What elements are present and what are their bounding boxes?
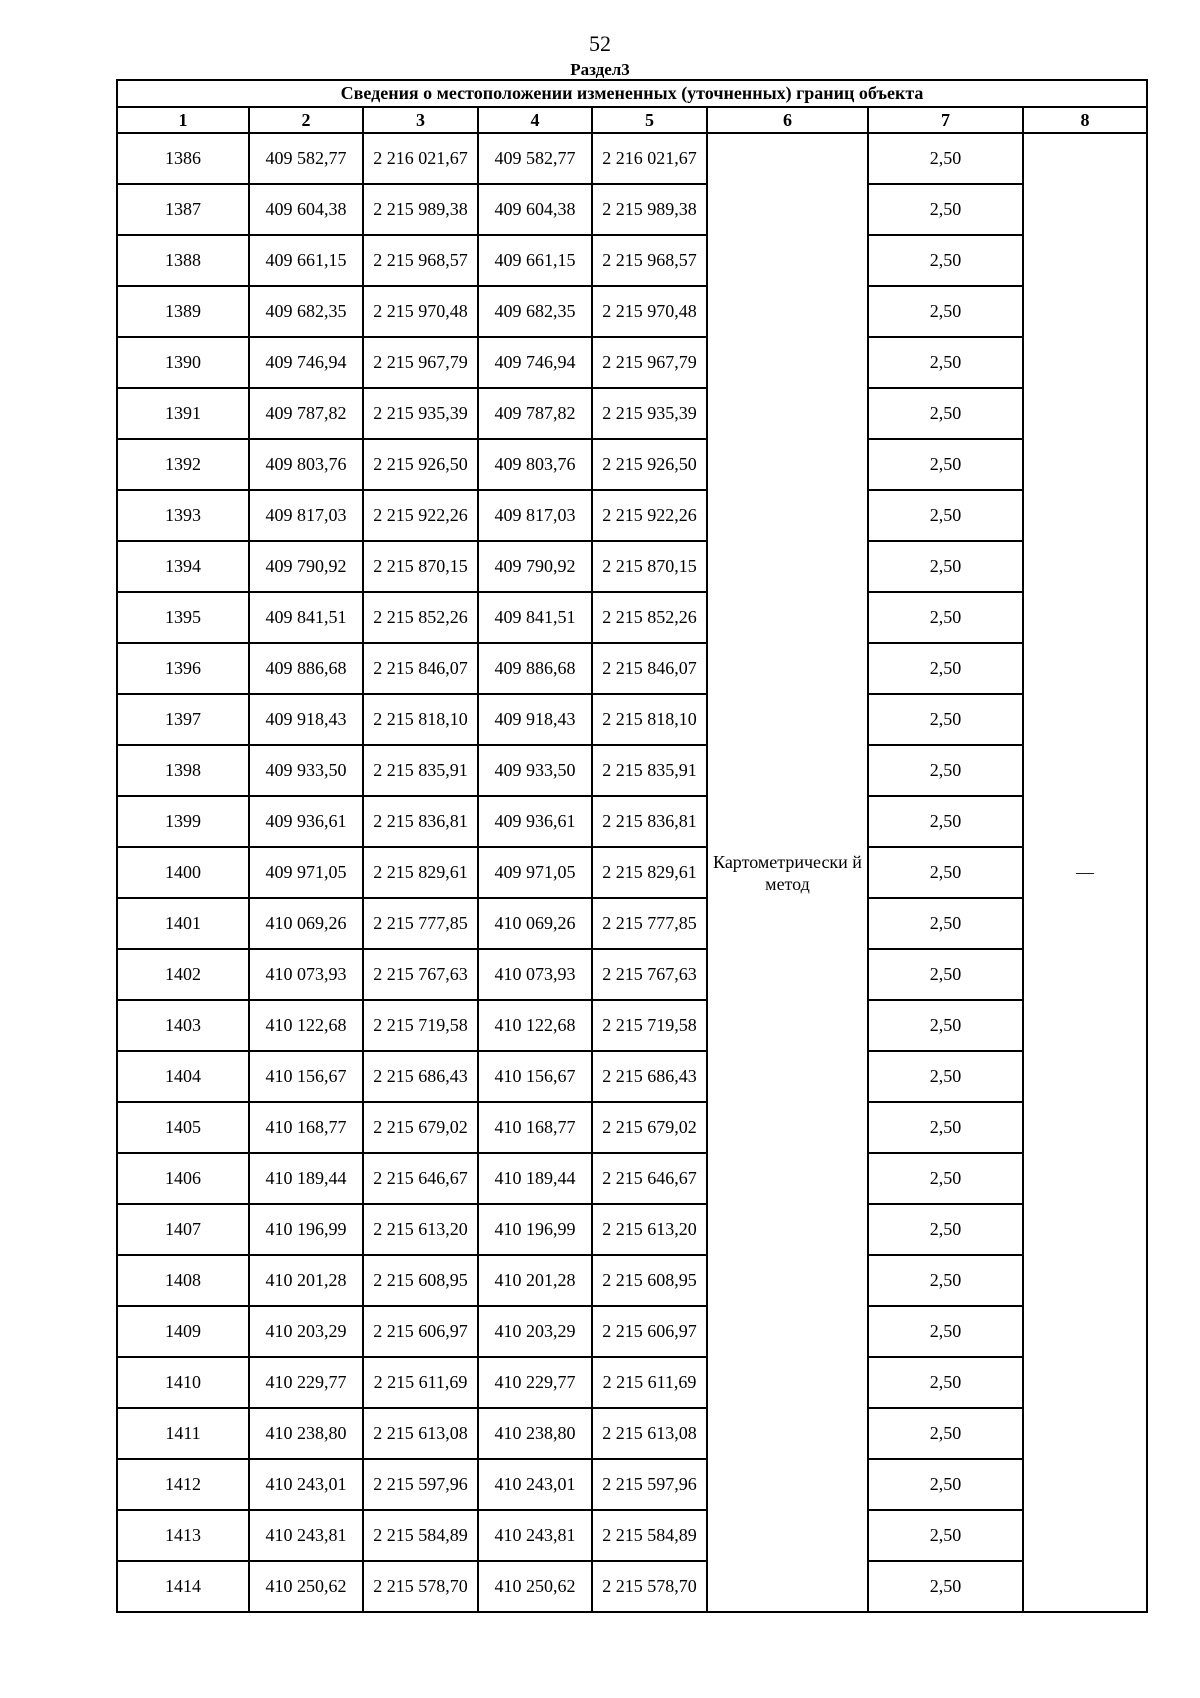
y-new-cell: 2 215 606,97 [592, 1306, 707, 1357]
point-number-cell: 1396 [117, 643, 249, 694]
point-number-cell: 1411 [117, 1408, 249, 1459]
point-number-cell: 1390 [117, 337, 249, 388]
accuracy-cell: 2,50 [868, 286, 1023, 337]
x-new-cell: 409 787,82 [478, 388, 592, 439]
column-8-cell: — [1023, 133, 1147, 1612]
x-old-cell: 409 817,03 [249, 490, 363, 541]
x-old-cell: 410 196,99 [249, 1204, 363, 1255]
point-number-cell: 1407 [117, 1204, 249, 1255]
x-old-cell: 409 841,51 [249, 592, 363, 643]
x-new-cell: 410 201,28 [478, 1255, 592, 1306]
y-old-cell: 2 216 021,67 [363, 133, 478, 184]
x-new-cell: 410 122,68 [478, 1000, 592, 1051]
x-new-cell: 409 746,94 [478, 337, 592, 388]
y-old-cell: 2 215 767,63 [363, 949, 478, 1000]
y-old-cell: 2 215 646,67 [363, 1153, 478, 1204]
accuracy-cell: 2,50 [868, 1051, 1023, 1102]
table-row [117, 1306, 1147, 1357]
point-number-cell: 1400 [117, 847, 249, 898]
y-old-cell: 2 215 922,26 [363, 490, 478, 541]
y-old-cell: 2 215 608,95 [363, 1255, 478, 1306]
x-old-cell: 409 787,82 [249, 388, 363, 439]
accuracy-cell: 2,50 [868, 1408, 1023, 1459]
y-old-cell: 2 215 611,69 [363, 1357, 478, 1408]
x-new-cell: 410 189,44 [478, 1153, 592, 1204]
point-number-cell: 1408 [117, 1255, 249, 1306]
table-row [117, 1561, 1147, 1612]
table-row [117, 1510, 1147, 1561]
table-row [117, 1102, 1147, 1153]
x-new-cell: 410 156,67 [478, 1051, 592, 1102]
table-row [117, 745, 1147, 796]
x-new-cell: 409 817,03 [478, 490, 592, 541]
y-old-cell: 2 215 578,70 [363, 1561, 478, 1612]
x-new-cell: 410 069,26 [478, 898, 592, 949]
x-old-cell: 410 203,29 [249, 1306, 363, 1357]
x-old-cell: 410 156,67 [249, 1051, 363, 1102]
point-number-cell: 1401 [117, 898, 249, 949]
point-number-cell: 1409 [117, 1306, 249, 1357]
table-row [117, 388, 1147, 439]
x-new-cell: 409 841,51 [478, 592, 592, 643]
column-header-row [117, 107, 1147, 133]
point-number-cell: 1410 [117, 1357, 249, 1408]
table-row [117, 337, 1147, 388]
table-row [117, 1459, 1147, 1510]
point-number-cell: 1393 [117, 490, 249, 541]
page-number: 52 [589, 31, 611, 56]
accuracy-cell: 2,50 [868, 1153, 1023, 1204]
point-number-cell: 1397 [117, 694, 249, 745]
point-number-cell: 1386 [117, 133, 249, 184]
x-new-cell: 409 582,77 [478, 133, 592, 184]
accuracy-cell: 2,50 [868, 541, 1023, 592]
column-header: 6 [707, 107, 868, 133]
y-old-cell: 2 215 989,38 [363, 184, 478, 235]
point-number-cell: 1388 [117, 235, 249, 286]
table-title: Сведения о местоположении измененных (уточненных) границ объекта [117, 80, 1147, 107]
method-cell: Картометрически й метод [707, 133, 868, 1612]
x-new-cell: 409 682,35 [478, 286, 592, 337]
x-old-cell: 409 604,38 [249, 184, 363, 235]
x-old-cell: 410 229,77 [249, 1357, 363, 1408]
y-old-cell: 2 215 613,08 [363, 1408, 478, 1459]
x-new-cell: 410 196,99 [478, 1204, 592, 1255]
accuracy-cell: 2,50 [868, 1510, 1023, 1561]
point-number-cell: 1394 [117, 541, 249, 592]
y-new-cell: 2 215 967,79 [592, 337, 707, 388]
y-old-cell: 2 215 818,10 [363, 694, 478, 745]
x-new-cell: 410 243,81 [478, 1510, 592, 1561]
section-label: Раздел3 [570, 60, 630, 79]
y-new-cell: 2 216 021,67 [592, 133, 707, 184]
table-row [117, 541, 1147, 592]
x-old-cell: 409 918,43 [249, 694, 363, 745]
y-new-cell: 2 215 686,43 [592, 1051, 707, 1102]
accuracy-cell: 2,50 [868, 898, 1023, 949]
accuracy-cell: 2,50 [868, 643, 1023, 694]
table-row [117, 694, 1147, 745]
x-old-cell: 410 238,80 [249, 1408, 363, 1459]
column-header: 8 [1023, 107, 1147, 133]
table-row [117, 490, 1147, 541]
y-new-cell: 2 215 679,02 [592, 1102, 707, 1153]
column-header: 4 [478, 107, 592, 133]
x-old-cell: 409 803,76 [249, 439, 363, 490]
accuracy-cell: 2,50 [868, 490, 1023, 541]
accuracy-cell: 2,50 [868, 1102, 1023, 1153]
y-new-cell: 2 215 970,48 [592, 286, 707, 337]
column-header: 2 [249, 107, 363, 133]
x-new-cell: 410 243,01 [478, 1459, 592, 1510]
y-new-cell: 2 215 597,96 [592, 1459, 707, 1510]
y-old-cell: 2 215 870,15 [363, 541, 478, 592]
x-new-cell: 409 933,50 [478, 745, 592, 796]
x-new-cell: 409 803,76 [478, 439, 592, 490]
accuracy-cell: 2,50 [868, 949, 1023, 1000]
table-row [117, 235, 1147, 286]
y-old-cell: 2 215 719,58 [363, 1000, 478, 1051]
y-old-cell: 2 215 852,26 [363, 592, 478, 643]
x-old-cell: 410 250,62 [249, 1561, 363, 1612]
x-new-cell: 409 936,61 [478, 796, 592, 847]
y-new-cell: 2 215 646,67 [592, 1153, 707, 1204]
table-row [117, 1051, 1147, 1102]
x-old-cell: 409 936,61 [249, 796, 363, 847]
table-row [117, 1255, 1147, 1306]
y-old-cell: 2 215 926,50 [363, 439, 478, 490]
x-old-cell: 410 243,81 [249, 1510, 363, 1561]
y-old-cell: 2 215 679,02 [363, 1102, 478, 1153]
x-old-cell: 410 073,93 [249, 949, 363, 1000]
accuracy-cell: 2,50 [868, 592, 1023, 643]
y-new-cell: 2 215 578,70 [592, 1561, 707, 1612]
table-row [117, 439, 1147, 490]
point-number-cell: 1404 [117, 1051, 249, 1102]
y-new-cell: 2 215 922,26 [592, 490, 707, 541]
table-row [117, 847, 1147, 898]
y-new-cell: 2 215 777,85 [592, 898, 707, 949]
table-row [117, 898, 1147, 949]
x-old-cell: 410 168,77 [249, 1102, 363, 1153]
y-old-cell: 2 215 613,20 [363, 1204, 478, 1255]
y-new-cell: 2 215 613,20 [592, 1204, 707, 1255]
accuracy-cell: 2,50 [868, 1459, 1023, 1510]
y-new-cell: 2 215 611,69 [592, 1357, 707, 1408]
x-old-cell: 409 746,94 [249, 337, 363, 388]
accuracy-cell: 2,50 [868, 847, 1023, 898]
table-row [117, 184, 1147, 235]
y-new-cell: 2 215 935,39 [592, 388, 707, 439]
accuracy-cell: 2,50 [868, 1255, 1023, 1306]
table-row [117, 643, 1147, 694]
x-old-cell: 409 933,50 [249, 745, 363, 796]
coordinates-table [116, 79, 1148, 1613]
point-number-cell: 1387 [117, 184, 249, 235]
y-old-cell: 2 215 584,89 [363, 1510, 478, 1561]
table-row [117, 133, 1147, 184]
table-row [117, 1204, 1147, 1255]
column-header: 3 [363, 107, 478, 133]
accuracy-cell: 2,50 [868, 184, 1023, 235]
y-new-cell: 2 215 719,58 [592, 1000, 707, 1051]
table-row [117, 1000, 1147, 1051]
y-old-cell: 2 215 935,39 [363, 388, 478, 439]
point-number-cell: 1412 [117, 1459, 249, 1510]
accuracy-cell: 2,50 [868, 1561, 1023, 1612]
accuracy-cell: 2,50 [868, 694, 1023, 745]
column-header: 5 [592, 107, 707, 133]
accuracy-cell: 2,50 [868, 439, 1023, 490]
x-new-cell: 409 886,68 [478, 643, 592, 694]
x-new-cell: 409 661,15 [478, 235, 592, 286]
point-number-cell: 1405 [117, 1102, 249, 1153]
table-row [117, 1153, 1147, 1204]
y-new-cell: 2 215 608,95 [592, 1255, 707, 1306]
point-number-cell: 1389 [117, 286, 249, 337]
y-new-cell: 2 215 926,50 [592, 439, 707, 490]
y-new-cell: 2 215 767,63 [592, 949, 707, 1000]
accuracy-cell: 2,50 [868, 235, 1023, 286]
x-old-cell: 409 661,15 [249, 235, 363, 286]
accuracy-cell: 2,50 [868, 745, 1023, 796]
y-old-cell: 2 215 597,96 [363, 1459, 478, 1510]
column-header: 1 [117, 107, 249, 133]
accuracy-cell: 2,50 [868, 337, 1023, 388]
table-row [117, 1357, 1147, 1408]
x-old-cell: 409 886,68 [249, 643, 363, 694]
point-number-cell: 1391 [117, 388, 249, 439]
x-new-cell: 410 203,29 [478, 1306, 592, 1357]
y-new-cell: 2 215 852,26 [592, 592, 707, 643]
y-new-cell: 2 215 870,15 [592, 541, 707, 592]
x-new-cell: 410 238,80 [478, 1408, 592, 1459]
y-old-cell: 2 215 606,97 [363, 1306, 478, 1357]
y-old-cell: 2 215 777,85 [363, 898, 478, 949]
point-number-cell: 1413 [117, 1510, 249, 1561]
x-new-cell: 409 918,43 [478, 694, 592, 745]
y-new-cell: 2 215 613,08 [592, 1408, 707, 1459]
x-new-cell: 409 604,38 [478, 184, 592, 235]
accuracy-cell: 2,50 [868, 1000, 1023, 1051]
y-new-cell: 2 215 829,61 [592, 847, 707, 898]
x-old-cell: 410 122,68 [249, 1000, 363, 1051]
x-old-cell: 409 790,92 [249, 541, 363, 592]
table-row [117, 796, 1147, 847]
y-new-cell: 2 215 968,57 [592, 235, 707, 286]
y-old-cell: 2 215 829,61 [363, 847, 478, 898]
x-new-cell: 410 250,62 [478, 1561, 592, 1612]
accuracy-cell: 2,50 [868, 133, 1023, 184]
y-old-cell: 2 215 967,79 [363, 337, 478, 388]
table-row [117, 592, 1147, 643]
point-number-cell: 1403 [117, 1000, 249, 1051]
point-number-cell: 1414 [117, 1561, 249, 1612]
point-number-cell: 1406 [117, 1153, 249, 1204]
accuracy-cell: 2,50 [868, 1204, 1023, 1255]
point-number-cell: 1392 [117, 439, 249, 490]
x-old-cell: 410 243,01 [249, 1459, 363, 1510]
x-new-cell: 410 073,93 [478, 949, 592, 1000]
accuracy-cell: 2,50 [868, 1306, 1023, 1357]
y-old-cell: 2 215 836,81 [363, 796, 478, 847]
y-old-cell: 2 215 970,48 [363, 286, 478, 337]
y-new-cell: 2 215 846,07 [592, 643, 707, 694]
y-old-cell: 2 215 835,91 [363, 745, 478, 796]
y-new-cell: 2 215 818,10 [592, 694, 707, 745]
x-old-cell: 410 069,26 [249, 898, 363, 949]
table-title-row [117, 80, 1147, 107]
y-old-cell: 2 215 686,43 [363, 1051, 478, 1102]
y-new-cell: 2 215 835,91 [592, 745, 707, 796]
y-new-cell: 2 215 989,38 [592, 184, 707, 235]
y-new-cell: 2 215 836,81 [592, 796, 707, 847]
x-old-cell: 410 189,44 [249, 1153, 363, 1204]
y-new-cell: 2 215 584,89 [592, 1510, 707, 1561]
table-row [117, 1408, 1147, 1459]
accuracy-cell: 2,50 [868, 388, 1023, 439]
x-new-cell: 410 229,77 [478, 1357, 592, 1408]
point-number-cell: 1398 [117, 745, 249, 796]
x-old-cell: 410 201,28 [249, 1255, 363, 1306]
y-old-cell: 2 215 846,07 [363, 643, 478, 694]
point-number-cell: 1399 [117, 796, 249, 847]
point-number-cell: 1402 [117, 949, 249, 1000]
x-old-cell: 409 582,77 [249, 133, 363, 184]
x-old-cell: 409 971,05 [249, 847, 363, 898]
table-row [117, 286, 1147, 337]
accuracy-cell: 2,50 [868, 1357, 1023, 1408]
column-header: 7 [868, 107, 1023, 133]
x-new-cell: 410 168,77 [478, 1102, 592, 1153]
point-number-cell: 1395 [117, 592, 249, 643]
y-old-cell: 2 215 968,57 [363, 235, 478, 286]
accuracy-cell: 2,50 [868, 796, 1023, 847]
x-old-cell: 409 682,35 [249, 286, 363, 337]
table-row [117, 949, 1147, 1000]
x-new-cell: 409 971,05 [478, 847, 592, 898]
x-new-cell: 409 790,92 [478, 541, 592, 592]
